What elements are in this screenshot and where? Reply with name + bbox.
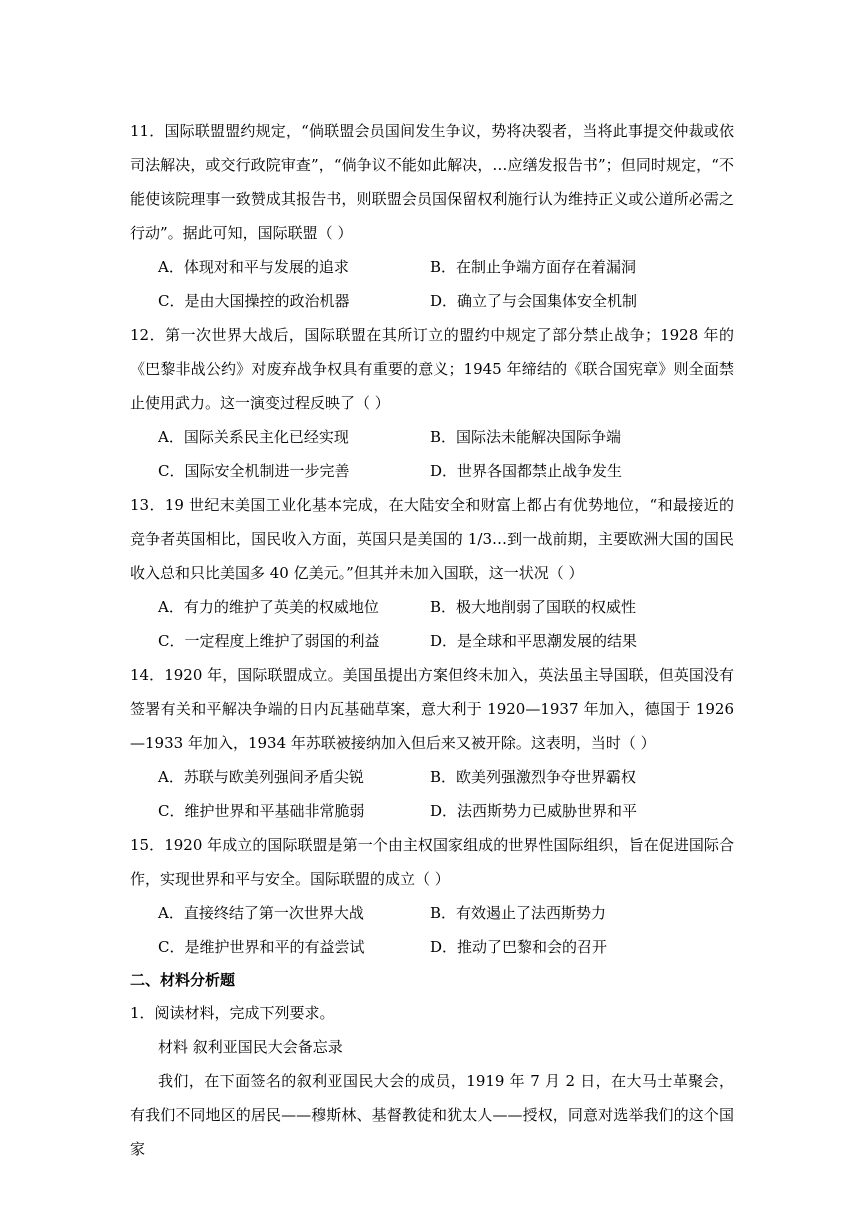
- option-b: B．欧美列强激烈争夺世界霸权: [430, 768, 637, 786]
- option-a: A．有力的维护了英美的权威地位: [158, 598, 379, 616]
- question-11: [130, 114, 734, 318]
- option-d: D．法西斯势力已威胁世界和平: [430, 802, 638, 820]
- option-c: C．一定程度上维护了弱国的利益: [158, 632, 380, 650]
- option-a: A．体现对和平与发展的追求: [158, 258, 349, 276]
- question-15: [130, 828, 734, 964]
- question-stem: 13．19 世纪末美国工业化基本完成，在大陆安全和财富上都占有优势地位，“和最接近的竞争者英国相比，国民收入方面，英国只是美国的 1/3…到一战前期，主要欧洲大国的国民收入总和只比美国多 40 亿美元。”但其并未加入国联，这一状况（ ）: [130, 496, 734, 582]
- question-14: [130, 658, 734, 828]
- option-b: B．国际法未能解决国际争端: [430, 428, 622, 446]
- option-a: A．国际关系民主化已经实现: [158, 428, 349, 446]
- question-stem: 14．1920 年，国际联盟成立。美国虽提出方案但终未加入，英法虽主导国联，但英国没有签署有关和平解决争端的日内瓦基础草案，意大利于 1920—1937 年加入，德国于 1926—1933 年加入，1934 年苏联被接纳加入但后来又被开除。这表明，当时（ ）: [130, 666, 734, 752]
- question-13: [130, 488, 734, 658]
- option-list: [158, 590, 734, 658]
- material-text: 我们，在下面签名的叙利亚国民大会的成员，1919 年 7 月 2 日，在大马士革聚会，有我们不同地区的居民——穆斯林、基督教徒和犹太人——授权，同意对选举我们的这个国家: [130, 1072, 734, 1158]
- question-stem: 15．1920 年成立的国际联盟是第一个由主权国家组成的世界性国际组织，旨在促进国际合作，实现世界和平与安全。国际联盟的成立（ ）: [130, 836, 734, 888]
- option-c: C．是维护世界和平的有益尝试: [158, 938, 365, 956]
- option-list: [158, 250, 734, 318]
- option-d: D．确立了与会国集体安全机制: [430, 292, 638, 310]
- option-d: D．世界各国都禁止战争发生: [430, 462, 623, 480]
- option-d: D．推动了巴黎和会的召开: [430, 938, 608, 956]
- material-question: 1．阅读材料，完成下列要求。: [130, 1004, 335, 1022]
- option-b: B．极大地削弱了国联的权威性: [430, 598, 637, 616]
- question-stem: 12．第一次世界大战后，国际联盟在其所订立的盟约中规定了部分禁止战争；1928 年的《巴黎非战公约》对废弃战争权具有重要的意义；1945 年缔结的《联合国宪章》则全面禁止使用武力。这一演变过程反映了（ ）: [130, 326, 734, 412]
- option-c: C．是由大国操控的政治机器: [158, 292, 350, 310]
- question-12: [130, 318, 734, 488]
- option-list: [158, 896, 734, 964]
- section-heading: 二、材料分析题: [130, 971, 236, 989]
- option-list: [158, 420, 734, 488]
- page-content: [130, 114, 734, 1166]
- option-c: C．国际安全机制进一步完善: [158, 462, 350, 480]
- option-b: B．有效遏止了法西斯势力: [430, 904, 607, 922]
- option-c: C．维护世界和平基础非常脆弱: [158, 802, 365, 820]
- option-a: A．直接终结了第一次世界大战: [158, 904, 364, 922]
- option-b: B．在制止争端方面存在着漏洞: [430, 258, 637, 276]
- option-a: A．苏联与欧美列强间矛盾尖锐: [158, 768, 364, 786]
- option-d: D．是全球和平思潮发展的结果: [430, 632, 638, 650]
- material-title: 材料 叙利亚国民大会备忘录: [158, 1038, 343, 1056]
- option-list: [158, 760, 734, 828]
- question-stem: 11．国际联盟盟约规定，“倘联盟会员国间发生争议，势将决裂者，当将此事提交仲裁或依司法解决，或交行政院审查”，“倘争议不能如此解决，…应缮发报告书”；但同时规定，“不能使该院理事一致赞成其报告书，则联盟会员国保留权利施行认为维持正义或公道所必需之行动”。据此可知，国际联盟（ ）: [130, 122, 734, 242]
